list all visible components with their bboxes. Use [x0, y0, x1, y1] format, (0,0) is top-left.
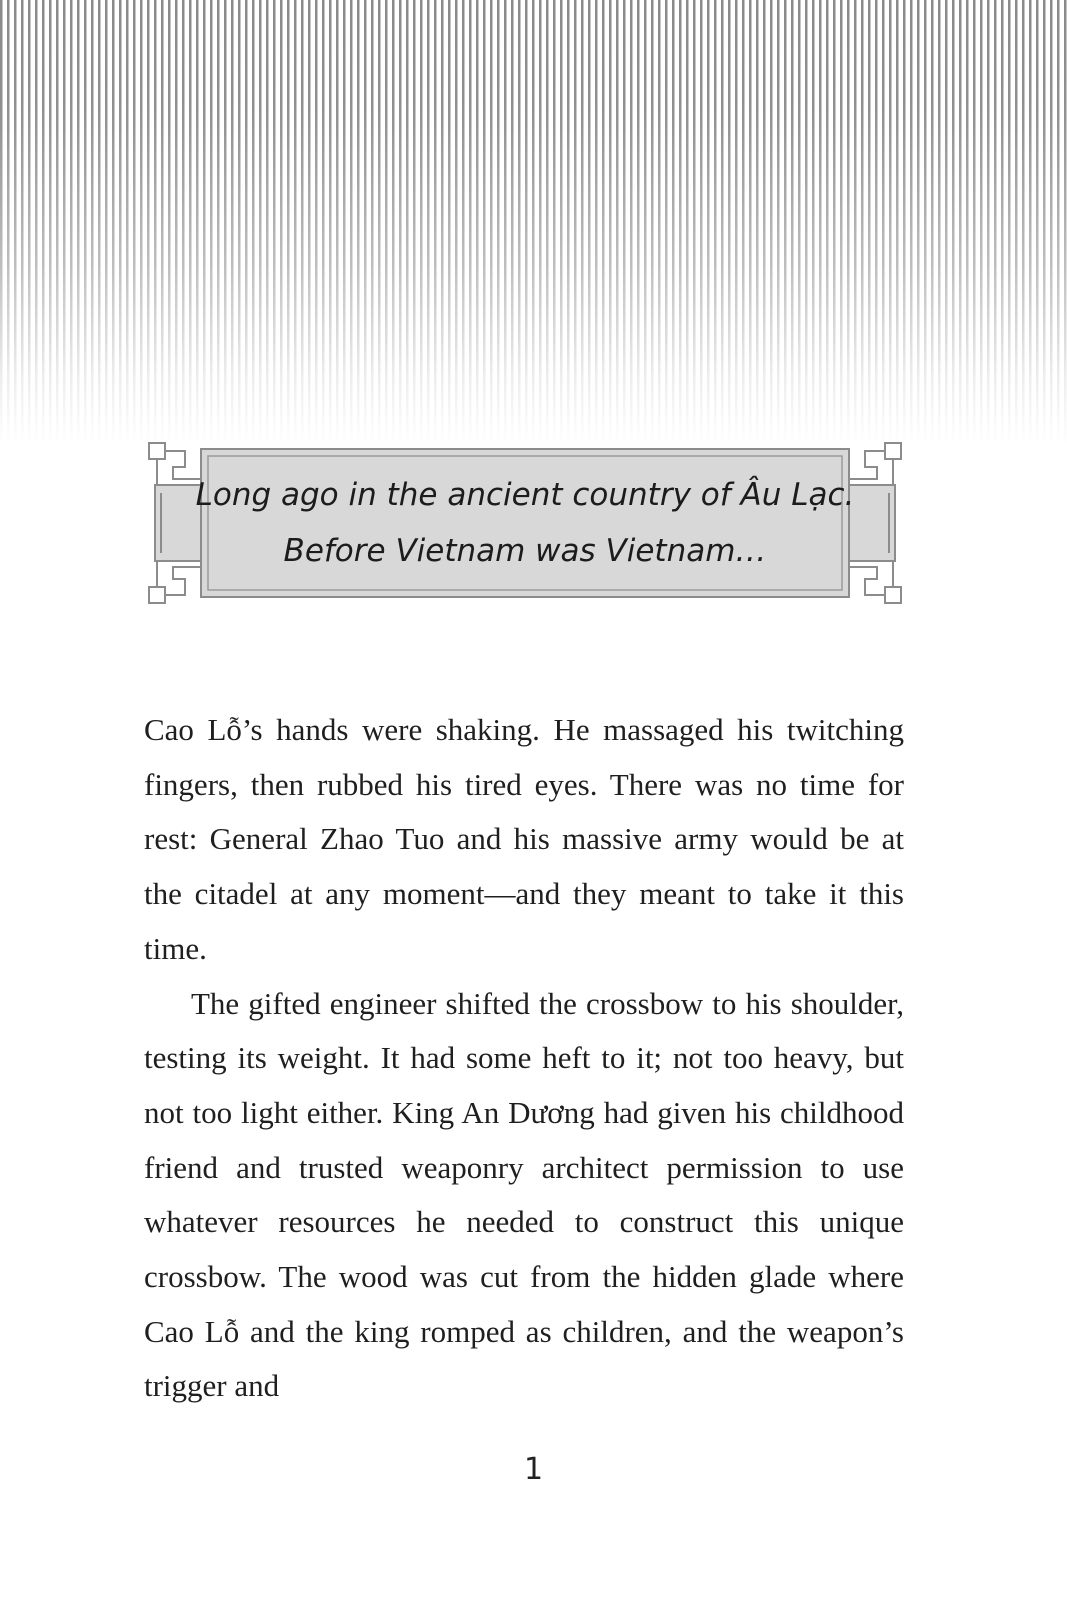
striped-header-fade — [0, 0, 1067, 445]
paragraph-1: Cao Lỗ’s hands were shaking. He massaged his twitching fingers, then rubbed his tired eyes. There was no time for rest: General Zhao Tuo and his massive army would be at the citadel at any moment—and they meant to take it this time. — [144, 712, 904, 966]
story-body — [144, 703, 904, 1414]
page-number: 1 — [523, 1452, 544, 1487]
intro-line-1: Long ago in the ancient country of Âu Lạc. — [195, 477, 855, 513]
intro-line-2: Before Vietnam was Vietnam… — [283, 533, 767, 569]
paragraph-2: The gifted engineer shifted the crossbow to his shoulder, testing its weight. It had some heft to it; not too heavy, but not too light either. King An Dương had given his childhood friend and trusted weaponry architect permission to use whatever resources he needed to construct this unique crossbow. The wood was cut from the hidden glade where Cao Lỗ and the king romped as children, and the weapon’s trigger and — [144, 985, 904, 1404]
intro-banner — [145, 437, 905, 609]
banner-text — [145, 437, 905, 609]
